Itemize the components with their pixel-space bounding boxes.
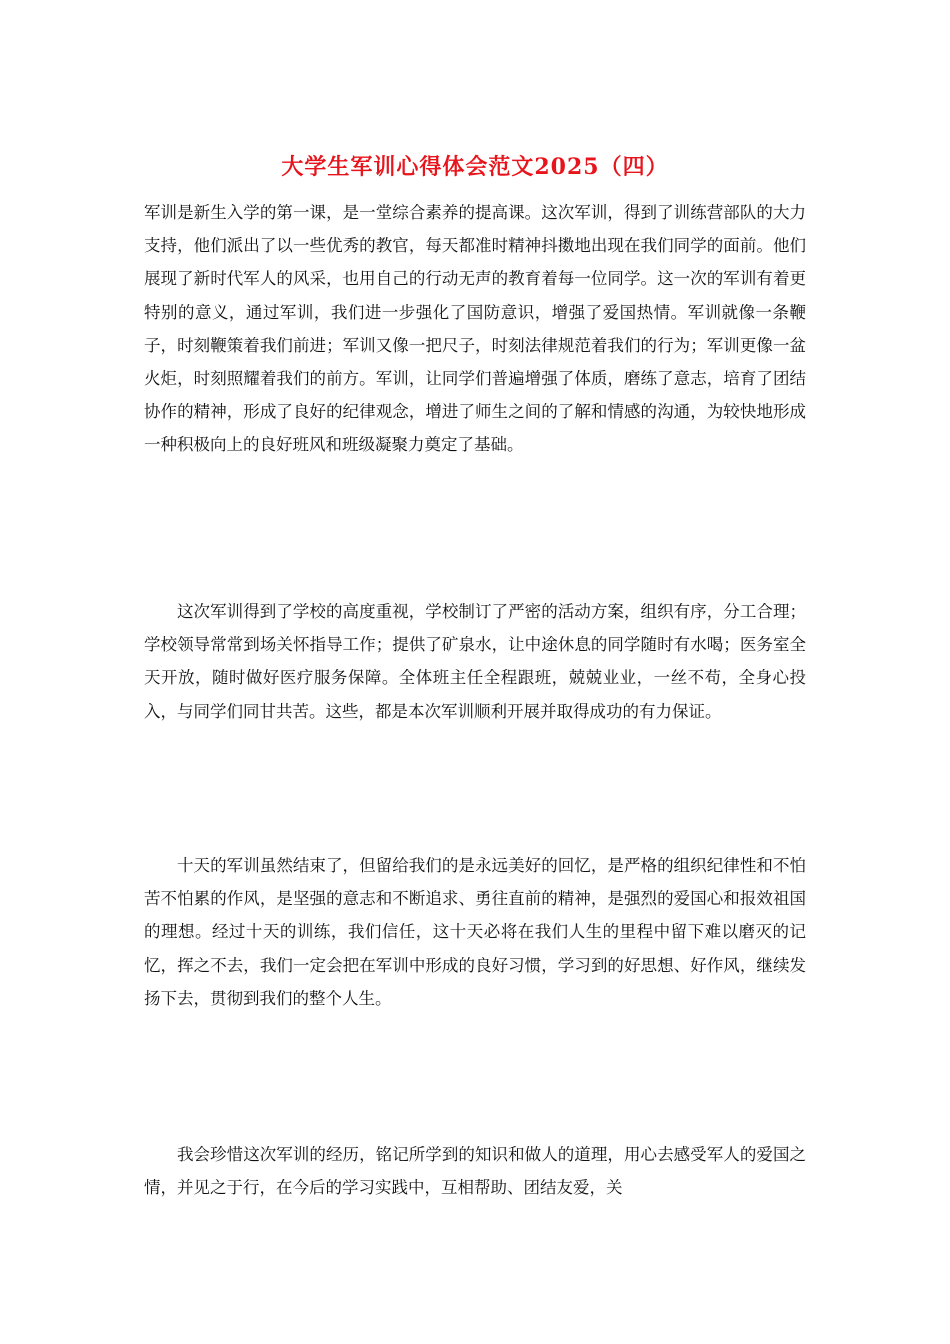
paragraph-3: 十天的军训虽然结束了，但留给我们的是永远美好的回忆，是严格的组织纪律性和不怕苦不怕累的作风，是坚强的意志和不断追求、勇往直前的精神，是强烈的爱国心和报效祖国的理想。经过十天的训练，我们信任，这十天必将在我们人生的里程中留下难以磨灭的记忆，挥之不去，我们一定会把在军训中形成的良好习惯，学习到的好思想、好作风，继续发扬下去，贯彻到我们的整个人生。 xyxy=(144,856,806,1008)
paragraph-1: 军训是新生入学的第一课，是一堂综合素养的提高课。这次军训，得到了训练营部队的大力支持，他们派出了以一些优秀的教官，每天都准时精神抖擞地出现在我们同学的面前。他们展现了新时代军人的风采，也用自己的行动无声的教育着每一位同学。这一次的军训有着更特别的意义，通过军训，我们进一步强化了国防意识，增强了爱国热情。军训就像一条鞭子，时刻鞭策着我们前进；军训又像一把尺子，时刻法律规范着我们的行为；军训更像一盆火炬，时刻照耀着我们的前方。军训，让同学们普遍增强了体质，磨练了意志，培育了团结协作的精神，形成了良好的纪律观念，增进了师生之间的了解和情感的沟通，为较快地形成一种积极向上的良好班风和班级凝聚力奠定了基础。 xyxy=(144,203,806,455)
paragraph-4: 我会珍惜这次军训的经历，铭记所学到的知识和做人的道理，用心去感受军人的爱国之情，并见之于行，在今后的学习实践中，互相帮助、团结友爱，关 xyxy=(144,1145,806,1198)
document-title: 大学生军训心得体会范文2025（四） xyxy=(281,154,669,180)
paragraph-2: 这次军训得到了学校的高度重视，学校制订了严密的活动方案，组织有序，分工合理；学校领导常常到场关怀指导工作；提供了矿泉水，让中途休息的同学随时有水喝；医务室全天开放，随时做好医疗服务保障。全体班主任全程跟班，兢兢业业，一丝不苟，全身心投入，与同学们同甘共苦。这些，都是本次军训顺利开展并取得成功的有力保证。 xyxy=(144,602,806,721)
